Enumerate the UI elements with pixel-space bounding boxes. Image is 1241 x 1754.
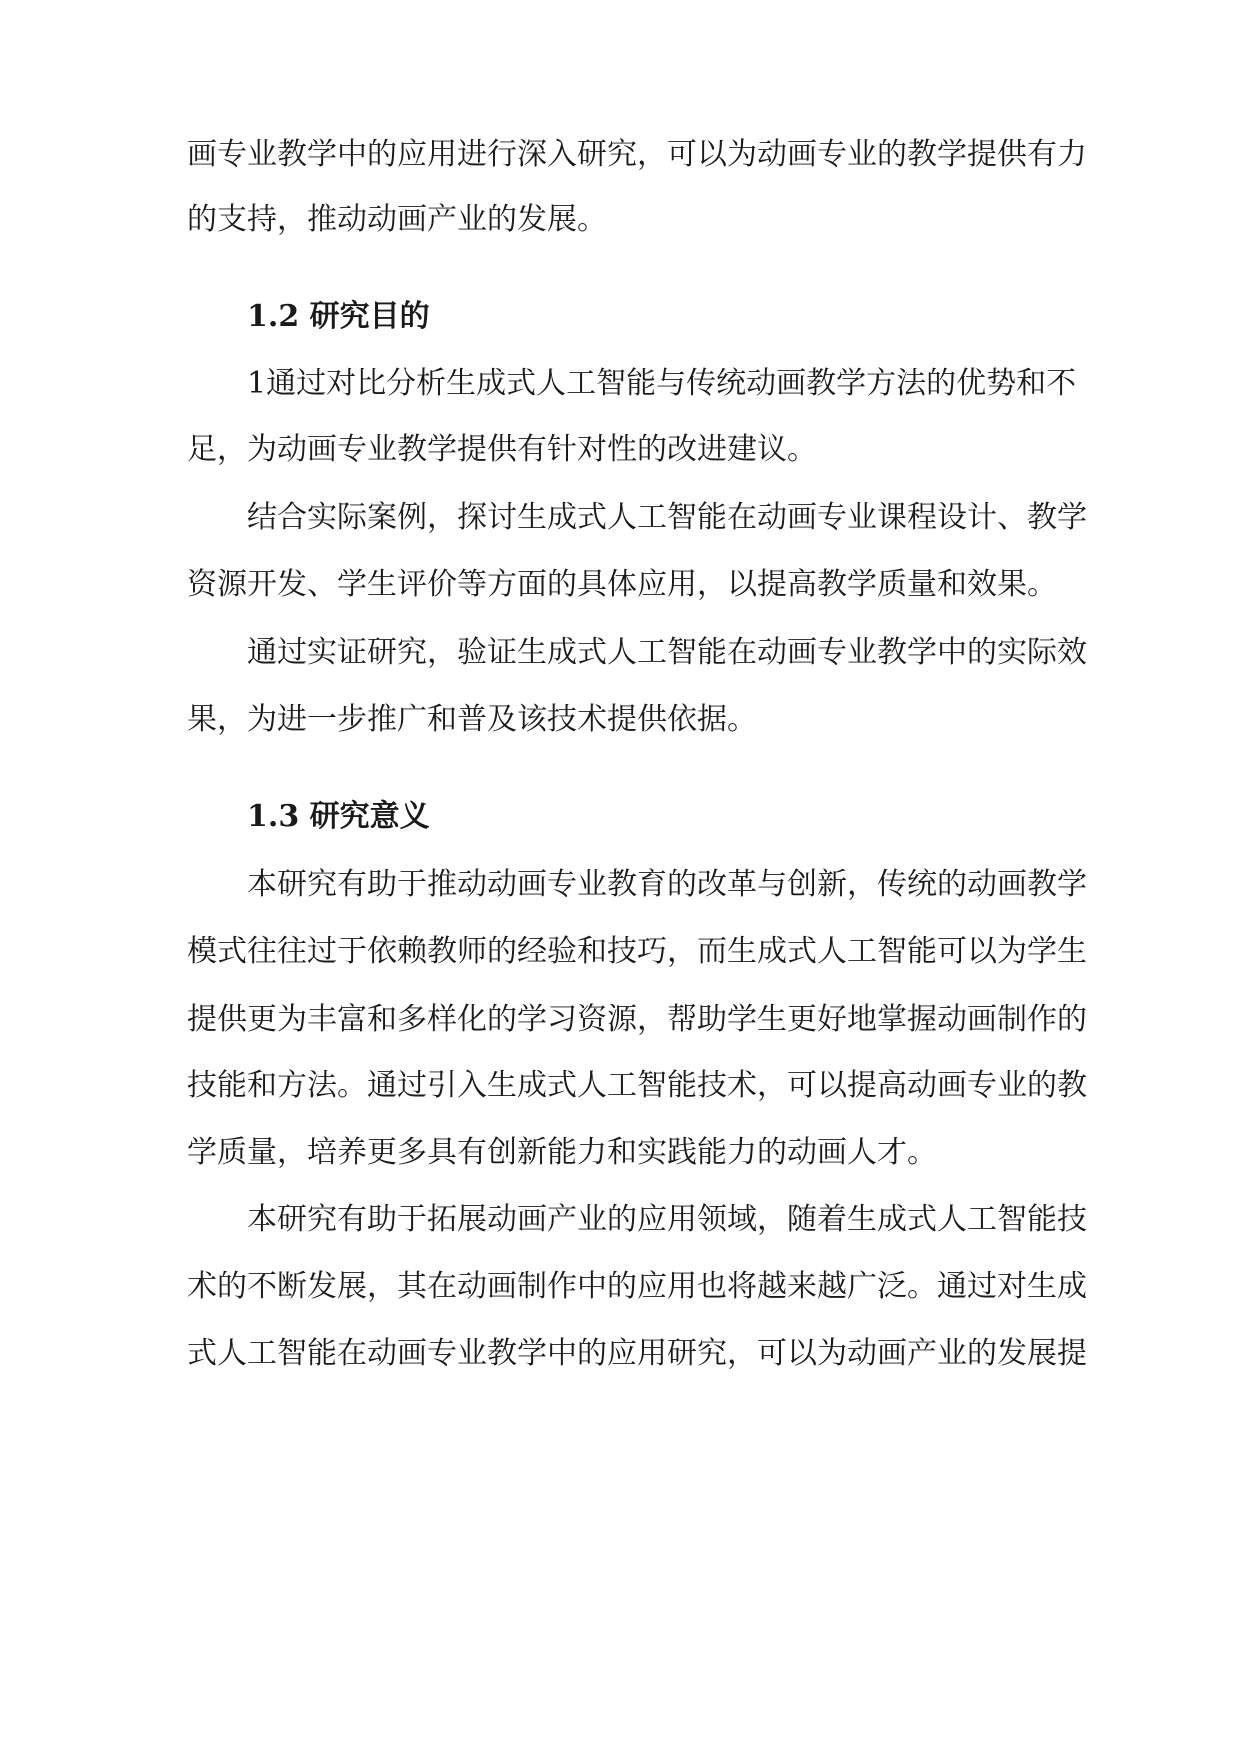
significance-1-line-4: 技能和方法。通过引入生成式人工智能技术，可以提高动画专业的教 — [187, 1068, 1087, 1103]
intro-line-2: 的支持，推动动画产业的发展。 — [187, 202, 607, 237]
goal-2-line-1: 结合实际案例，探讨生成式人工智能在动画专业课程设计、教学 — [247, 500, 1087, 535]
goal-3-line-1: 通过实证研究，验证生成式人工智能在动画专业教学中的实际效 — [247, 635, 1087, 670]
goal-3-line-2: 果，为进一步推广和普及该技术提供依据。 — [187, 702, 757, 737]
intro-line-1: 画专业教学中的应用进行深入研究，可以为动画专业的教学提供有力 — [187, 137, 1087, 172]
significance-1-line-1: 本研究有助于推动动画专业教育的改革与创新，传统的动画教学 — [247, 867, 1087, 902]
section-heading-1-3: 1.3 研究意义 — [247, 799, 430, 834]
significance-2-line-1: 本研究有助于拓展动画产业的应用领域，随着生成式人工智能技 — [247, 1202, 1087, 1237]
goal-1-line-1: 1通过对比分析生成式人工智能与传统动画教学方法的优势和不 — [247, 366, 1077, 401]
significance-1-line-2: 模式往往过于依赖教师的经验和技巧，而生成式人工智能可以为学生 — [187, 934, 1087, 969]
significance-1-line-3: 提供更为丰富和多样化的学习资源，帮助学生更好地掌握动画制作的 — [187, 1002, 1087, 1037]
significance-2-line-2: 术的不断发展，其在动画制作中的应用也将越来越广泛。通过对生成 — [187, 1269, 1087, 1304]
goal-1-line-2: 足，为动画专业教学提供有针对性的改进建议。 — [187, 432, 817, 467]
significance-2-line-3: 式人工智能在动画专业教学中的应用研究，可以为动画产业的发展提 — [187, 1336, 1087, 1371]
goal-2-line-2: 资源开发、学生评价等方面的具体应用，以提高教学质量和效果。 — [187, 567, 1057, 602]
section-heading-1-2: 1.2 研究目的 — [247, 299, 430, 334]
significance-1-line-5: 学质量，培养更多具有创新能力和实践能力的动画人才。 — [187, 1135, 937, 1170]
